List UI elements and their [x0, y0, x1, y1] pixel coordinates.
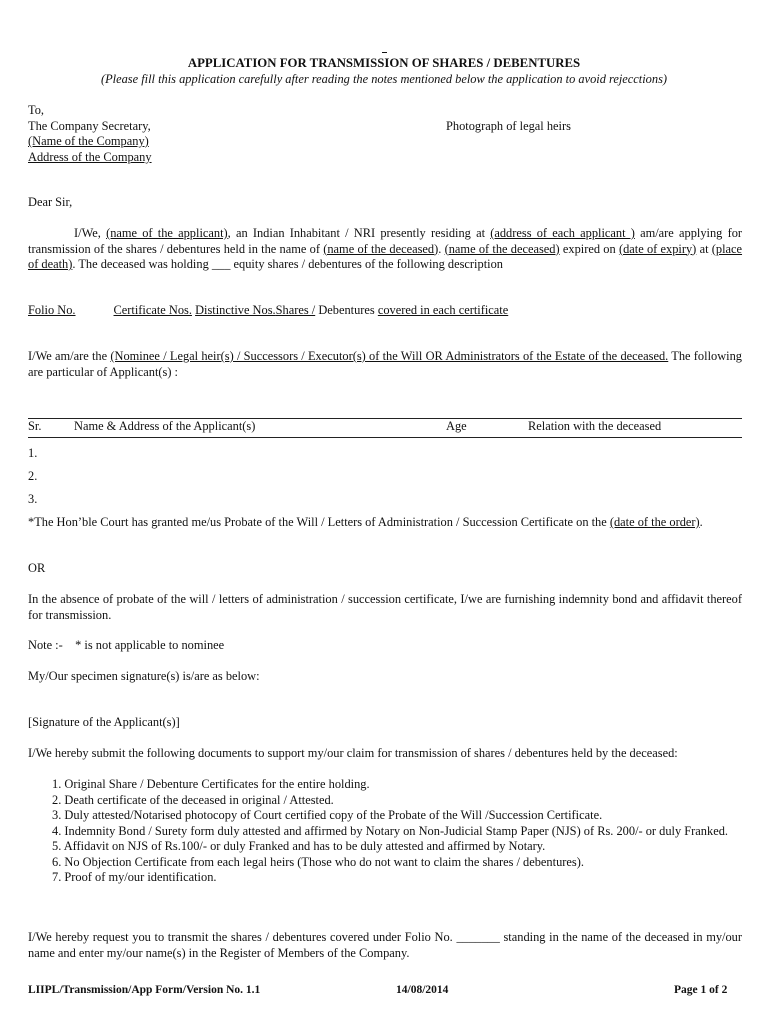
- document-item: 1. Original Share / Debenture Certificates for the entire holding.: [52, 777, 370, 791]
- documents-intro: I/We hereby submit the following documents to support my/our claim for transmission of shares / debentures held by the deceased:: [28, 746, 678, 760]
- to-line: To,: [28, 103, 44, 117]
- folio-description-row: [28, 303, 508, 319]
- applicant-row-1: 1.: [28, 446, 38, 460]
- deceased-name-placeholder: (name of the deceased): [323, 241, 439, 256]
- death-place-placeholder: (place of death): [28, 241, 743, 271]
- company-address-placeholder: Address of the Company: [28, 150, 152, 164]
- form-subtitle: (Please fill this application carefully after reading the notes mentioned below the application to avoid rejecctions): [100, 72, 668, 86]
- company-secretary: The Company Secretary,: [28, 119, 151, 133]
- col-header-sr: Sr.: [28, 419, 42, 433]
- salutation: Dear Sir,: [28, 195, 73, 209]
- deceased-name-placeholder-2: (name of the deceased): [444, 241, 560, 256]
- applicant-address-placeholder: (address of each applicant ): [490, 226, 635, 240]
- or-text: OR: [28, 561, 46, 575]
- form-title: APPLICATION FOR TRANSMISSION OF SHARES / DEBENTURES: [187, 56, 581, 70]
- distinctive-nos-label: Distinctive Nos.: [195, 303, 276, 317]
- document-item: 4. Indemnity Bond / Surety form duly attested and affirmed by Notary on Non-Judicial Stamp Paper (NJS) of Rs. 200/- or duly Franked.: [52, 823, 728, 838]
- document-item: 2. Death certificate of the deceased in original / Attested.: [52, 792, 334, 807]
- col-header-name-address: Name & Address of the Applicant(s): [74, 419, 256, 433]
- header-mark: [382, 52, 387, 53]
- col-header-relation: Relation with the deceased: [528, 419, 662, 433]
- applicant-name-placeholder: (name of the applicant): [106, 226, 228, 240]
- photograph-label: Photograph of legal heirs: [446, 119, 571, 133]
- footer-form-id: LIIPL/Transmission/App Form/Version No. 1.1: [28, 984, 261, 996]
- company-name-placeholder: (Name of the Company): [28, 134, 149, 148]
- transmission-request-paragraph: I/We hereby request you to transmit the shares / debentures covered under Folio No. _______ standing in the name of the deceased in my/our name and enter my/our name(s) in the Register of Members of the Company.: [28, 930, 742, 960]
- expiry-date-placeholder: (date of expiry): [618, 241, 697, 256]
- court-probate-paragraph: *The Hon’ble Court has granted me/us Probate of the Will / Letters of Administration / Succession Certificate on the (date of the order).: [28, 515, 703, 529]
- note-text: Note :- * is not applicable to nominee: [28, 638, 225, 652]
- covered-label: covered in each certificate: [377, 303, 509, 317]
- table-header-rule: [28, 437, 742, 438]
- footer-date: 14/08/2014: [396, 984, 449, 996]
- applicant-declaration-paragraph: I/We, (name of the applicant), an Indian Inhabitant / NRI presently residing at (address of each applicant ) am/are applying for transmission of the shares / debentures held in the name of (name of the deceased). (name of the deceased) expired on (date of expiry) at (place of death). The deceased was holding ___ equity shares / debentures of the following description: [28, 226, 743, 271]
- applicant-signature-label: [Signature of the Applicant(s)]: [28, 715, 180, 729]
- document-item: 3. Duly attested/Notarised photocopy of Court certified copy of the Probate of the Will /Succession Certificate.: [52, 808, 603, 822]
- documents-list: [52, 777, 742, 886]
- applicant-row-2: 2.: [28, 469, 38, 483]
- nominee-placeholder: (Nominee / Legal heir(s) / Successors / Executor(s) of the Will OR Administrators of the Estate of the deceased.: [110, 349, 669, 363]
- applicant-row-3: 3.: [28, 492, 38, 506]
- debentures-label: Debentures: [318, 303, 375, 317]
- shares-label: Shares /: [275, 303, 316, 317]
- order-date-placeholder: (date of the order): [609, 515, 700, 529]
- nominee-paragraph: I/We am/are the (Nominee / Legal heir(s) / Successors / Executor(s) of the Will OR Administrators of the Estate of the deceased. The following are particular of Applicant(s) :: [28, 349, 742, 379]
- document-item: 7. Proof of my/our identification.: [52, 870, 217, 884]
- col-header-age: Age: [446, 419, 467, 433]
- footer-page-number: Page 1 of 2: [674, 984, 728, 996]
- folio-no-label: Folio No.: [28, 303, 76, 317]
- certificate-nos-label: Certificate Nos.: [113, 303, 192, 317]
- document-item: 6. No Objection Certificate from each legal heirs (Those who do not want to claim the shares / debentures).: [52, 854, 584, 869]
- specimen-signature-text: My/Our specimen signature(s) is/are as below:: [28, 669, 260, 683]
- document-item: 5. Affidavit on NJS of Rs.100/- or duly Franked and has to be duly attested and affirmed by Notary.: [52, 839, 546, 853]
- absence-of-probate-paragraph: In the absence of probate of the will / letters of administration / succession certificate, I/we are furnishing indemnity bond and affidavit thereof for transmission.: [28, 592, 742, 622]
